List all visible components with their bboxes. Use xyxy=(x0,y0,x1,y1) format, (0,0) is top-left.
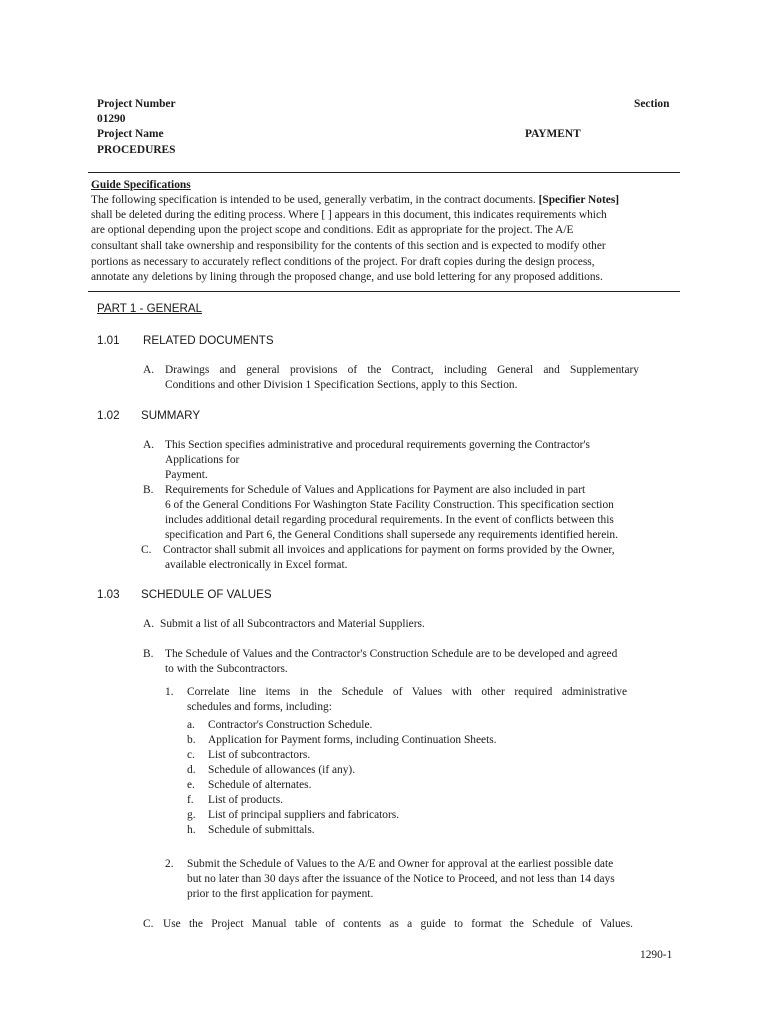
article-103-b-label: B. xyxy=(143,648,154,660)
article-102-b-line-4: specification and Part 6, the General Conditions shall supersede any requirements identified herein. xyxy=(165,529,618,541)
article-103-item-2-label: 2. xyxy=(165,858,174,870)
guide-line-1-text: The following specification is intended to be used, generally verbatim, in the contract documents. xyxy=(91,194,539,206)
article-102-a-line-1: This Section specifies administrative and procedural requirements governing the Contractor's xyxy=(165,439,590,451)
article-102-c-line-2: available electronically in Excel format. xyxy=(165,559,348,571)
article-102-a-label: A. xyxy=(143,439,155,451)
list-item: List of subcontractors. xyxy=(208,749,311,761)
guide-divider xyxy=(88,291,680,292)
guide-line-4: consultant shall take ownership and responsibility for the contents of this section and is expected to modify other xyxy=(91,240,606,252)
guide-line-6: annotate any deletions by lining through the proposed change, and use bold lettering for any proposed additions. xyxy=(91,271,603,283)
project-name-label: Project Name xyxy=(97,128,164,140)
header-divider xyxy=(88,172,680,173)
part-1-title: PART 1 - GENERAL xyxy=(97,302,203,315)
project-number-label: Project Number xyxy=(97,98,176,110)
article-101-a-label: A. xyxy=(143,364,155,376)
guide-line-1 xyxy=(91,193,619,208)
article-103-item-1-line-1: Correlate line items in the Schedule of Values with other required administrative xyxy=(187,686,627,698)
article-102-a-line-2: Applications for xyxy=(165,454,240,466)
article-103-item-1-label: 1. xyxy=(165,686,174,698)
article-101-title: RELATED DOCUMENTS xyxy=(143,334,274,347)
section-label: Section xyxy=(634,98,670,110)
list-item-label: d. xyxy=(187,764,196,776)
list-item-label: e. xyxy=(187,779,195,791)
list-item: List of principal suppliers and fabricators. xyxy=(208,809,400,821)
list-item: Schedule of submittals. xyxy=(208,824,315,836)
list-item-label: c. xyxy=(187,749,195,761)
article-103-item-2-line-3: prior to the first application for payment. xyxy=(187,888,374,900)
article-102-b-label: B. xyxy=(143,484,154,496)
section-title-procedures: PROCEDURES xyxy=(97,144,176,156)
list-item: Application for Payment forms, including Continuation Sheets. xyxy=(208,734,497,746)
project-number-value: 01290 xyxy=(97,113,126,125)
list-item: Contractor's Construction Schedule. xyxy=(208,719,373,731)
article-102-b-line-3: includes additional detail regarding procedural requirements. In the event of conflicts between this xyxy=(165,514,614,526)
article-102-b-line-1: Requirements for Schedule of Values and Applications for Payment are also included in part xyxy=(165,484,586,496)
specifier-notes-label: [Specifier Notes] xyxy=(538,194,620,206)
guide-line-2: shall be deleted during the editing process. Where [ ] appears in this document, this indicates requirements which xyxy=(91,209,607,221)
list-item: Schedule of alternates. xyxy=(208,779,312,791)
list-item: List of products. xyxy=(208,794,283,806)
article-102-b-line-2: 6 of the General Conditions For Washington State Facility Construction. This specification section xyxy=(165,499,614,511)
guide-title: Guide Specifications xyxy=(91,179,191,191)
article-103-item-2-line-2: but no later than 30 days after the issuance of the Notice to Proceed, and not less than 14 days xyxy=(187,873,615,885)
article-103-b-line-1: The Schedule of Values and the Contractor's Construction Schedule are to be developed and agreed xyxy=(165,648,618,660)
article-101-number: 1.01 xyxy=(97,334,120,347)
article-102-a-line-3: Payment. xyxy=(165,469,208,481)
list-item: Schedule of allowances (if any). xyxy=(208,764,356,776)
section-title-payment: PAYMENT xyxy=(525,128,581,140)
article-102-c-label: C. xyxy=(141,544,152,556)
list-item-label: b. xyxy=(187,734,196,746)
guide-line-3: are optional depending upon the project scope and conditions. Edit as appropriate for the project. The A/E xyxy=(91,224,574,236)
article-102-title: SUMMARY xyxy=(141,409,201,422)
article-103-c-label: C. xyxy=(143,918,154,930)
article-101-a-line-2: Conditions and other Division 1 Specification Sections, apply to this Section. xyxy=(165,379,518,391)
article-103-b-line-2: to with the Subcontractors. xyxy=(165,663,288,675)
guide-line-5: portions as necessary to accurately reflect conditions of the project. For draft copies during the design process, xyxy=(91,256,595,268)
list-item-label: a. xyxy=(187,719,195,731)
article-103-item-2-line-1: Submit the Schedule of Values to the A/E and Owner for approval at the earliest possible date xyxy=(187,858,614,870)
page-number: 1290-1 xyxy=(640,949,673,961)
article-103-item-1-line-2: schedules and forms, including: xyxy=(187,701,332,713)
list-item-label: h. xyxy=(187,824,196,836)
article-102-number: 1.02 xyxy=(97,409,120,422)
list-item-label: f. xyxy=(187,794,194,806)
article-103-title: SCHEDULE OF VALUES xyxy=(141,588,272,601)
article-103-a-text: Submit a list of all Subcontractors and Material Suppliers. xyxy=(160,618,425,630)
article-102-c-line-1: Contractor shall submit all invoices and applications for payment on forms provided by the Owner, xyxy=(163,544,615,556)
article-103-a-label: A. xyxy=(143,618,155,630)
article-101-a-line-1: Drawings and general provisions of the Contract, including General and Supplementary xyxy=(165,364,639,376)
article-103-c-text: Use the Project Manual table of contents as a guide to format the Schedule of Values. xyxy=(163,918,633,930)
article-103-number: 1.03 xyxy=(97,588,120,601)
list-item-label: g. xyxy=(187,809,196,821)
